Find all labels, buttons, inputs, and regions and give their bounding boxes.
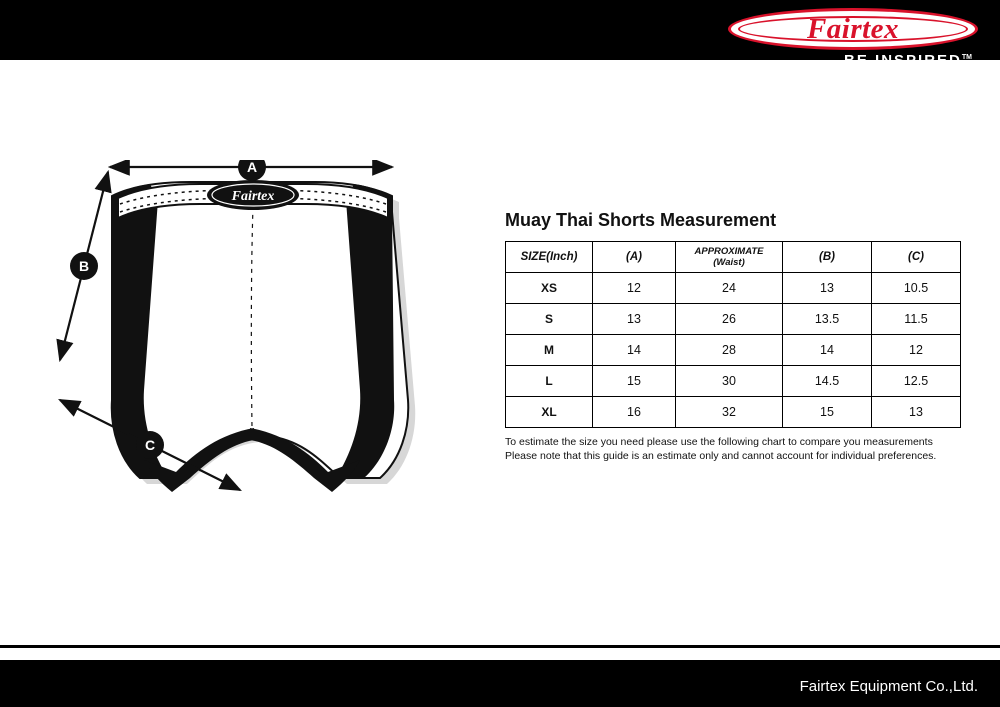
label-c-text: C	[144, 437, 156, 453]
cell-b: 14	[783, 335, 872, 366]
cell-b: 14.5	[783, 366, 872, 397]
size-table	[505, 241, 961, 428]
table-row	[506, 366, 961, 397]
cell-size: S	[506, 304, 593, 335]
cell-waist: 30	[676, 366, 783, 397]
logo-trademark-mark: TM	[961, 54, 972, 61]
size-note	[505, 436, 945, 463]
cell-size: XS	[506, 273, 593, 304]
cell-size: XL	[506, 397, 593, 428]
cell-c: 10.5	[872, 273, 961, 304]
cell-waist: 28	[676, 335, 783, 366]
col-waist-line1: APPROXIMATE	[694, 246, 764, 257]
shorts-logo-text: Fairtex	[231, 189, 275, 204]
cell-b: 13.5	[783, 304, 872, 335]
size-note-line1: To estimate the size you need please use the following chart to compare you measurements	[505, 436, 933, 448]
col-c: (C)	[872, 242, 961, 273]
cell-a: 15	[593, 366, 676, 397]
cell-waist: 26	[676, 304, 783, 335]
size-table-body	[506, 273, 961, 428]
label-a-text: A	[246, 160, 258, 175]
measurement-panel	[505, 210, 945, 463]
shorts-logo-badge	[207, 180, 299, 210]
table-row	[506, 304, 961, 335]
label-b-text: B	[78, 258, 90, 274]
brand-logo	[728, 8, 978, 74]
cell-a: 13	[593, 304, 676, 335]
cell-b: 13	[783, 273, 872, 304]
col-a: (A)	[593, 242, 676, 273]
shorts-illustration-svg	[40, 160, 480, 560]
footer-bar	[0, 645, 1000, 707]
cell-size: M	[506, 335, 593, 366]
cell-a: 14	[593, 335, 676, 366]
table-header-row	[506, 242, 961, 273]
cell-waist: 32	[676, 397, 783, 428]
cell-c: 13	[872, 397, 961, 428]
size-table-head	[506, 242, 961, 273]
cell-c: 11.5	[872, 304, 961, 335]
table-row	[506, 397, 961, 428]
logo-wordmark: Fairtex	[806, 13, 900, 45]
footer-company-name: Fairtex Equipment Co.,Ltd.	[799, 678, 978, 695]
col-size: SIZE(Inch)	[506, 242, 593, 273]
cell-a: 16	[593, 397, 676, 428]
cell-c: 12	[872, 335, 961, 366]
logo-tagline	[728, 52, 978, 69]
panel-title: Muay Thai Shorts Measurement	[505, 210, 777, 230]
col-b: (B)	[783, 242, 872, 273]
table-row	[506, 335, 961, 366]
shorts-diagram	[40, 160, 480, 560]
col-waist	[676, 242, 783, 273]
cell-c: 12.5	[872, 366, 961, 397]
measurement-a	[110, 160, 392, 181]
cell-size: L	[506, 366, 593, 397]
cell-waist: 24	[676, 273, 783, 304]
logo-tagline-text: BE INSPIRED	[844, 52, 962, 69]
header-bar	[0, 0, 1000, 75]
cell-a: 12	[593, 273, 676, 304]
measurement-b	[60, 172, 108, 360]
footer-white-band	[0, 648, 1000, 660]
table-row	[506, 273, 961, 304]
size-note-line2: Please note that this guide is an estimate only and cannot account for individual preferences.	[505, 449, 937, 462]
cell-b: 15	[783, 397, 872, 428]
col-waist-line2: (Waist)	[713, 257, 745, 268]
